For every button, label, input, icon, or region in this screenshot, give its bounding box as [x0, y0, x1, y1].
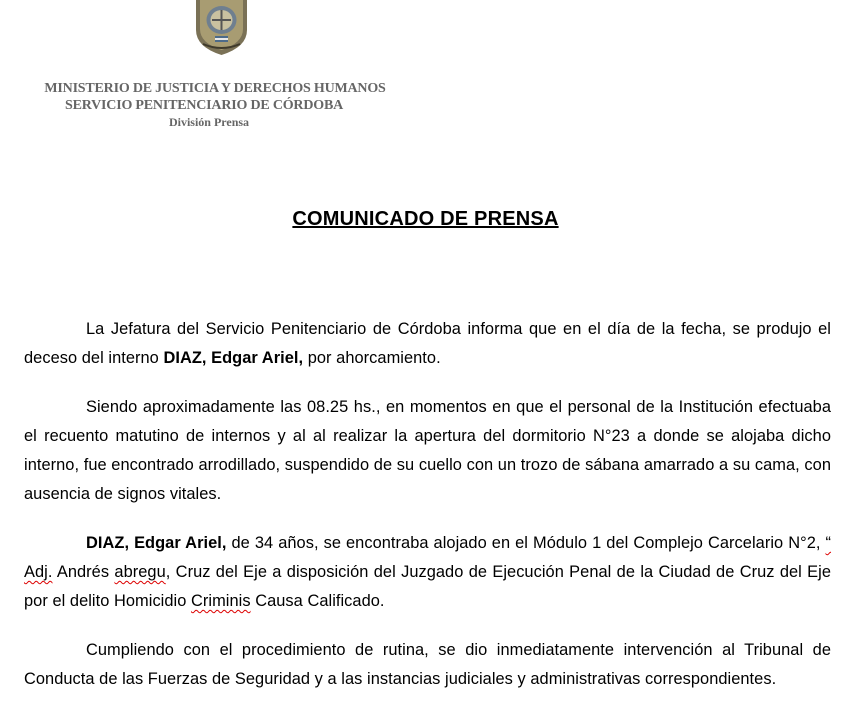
service-name: SERVICIO PENITENCIARIO DE CÓRDOBA [64, 98, 343, 113]
p1-text-a: La Jefatura del Servicio Penitenciario de Córdoba informa que en el día de la fecha, se produjo el deceso del interno [24, 320, 831, 367]
division-name: División Prensa [168, 115, 250, 129]
ministry-name: MINISTERIO DE JUSTICIA Y DERECHOS HUMANOS [44, 81, 386, 96]
p3-text-b: de 34 años, se encontraba alojado en el Módulo 1 del Complejo Carcelario N°2, [226, 534, 826, 552]
coat-of-arms-icon [193, 0, 250, 55]
letterhead [0, 80, 430, 131]
p3-text-d: Andrés [52, 563, 115, 581]
p3-inmate-name: DIAZ, Edgar Ariel, [86, 534, 227, 552]
paragraph-3 [24, 529, 831, 616]
document-title: COMUNICADO DE PRENSA [292, 208, 559, 230]
p3-text-h: Causa Calificado. [250, 592, 385, 610]
paragraph-2: Siendo aproximadamente las 08.25 hs., en momentos en que el personal de la Institución efectuaba el recuento matutino de internos y al al realizar la apertura del dormitorio N°23 a donde se alojaba dicho interno, fue encontrado arrodillado, suspendido de su cuello con un trozo de sábana amarrado a su cama, con ausencia de signos vitales. [24, 398, 831, 503]
p3-text-f: , Cruz del Eje a disposición del Juzgado de Ejecución Penal de la Ciudad de Cruz del Eje por el delito Homicidio [24, 563, 831, 610]
p3-spellcheck-criminis: Criminis [191, 592, 251, 610]
paragraph-4: Cumpliendo con el procedimiento de rutina, se dio inmediatamente intervención al Tribunal de Conducta de las Fuerzas de Seguridad y a las instancias judiciales y administrativas correspondientes. [24, 641, 831, 688]
p3-spellcheck-adj: “ Adj. [24, 534, 832, 581]
p3-spellcheck-abregu: abregu [114, 563, 166, 581]
p1-inmate-name: DIAZ, Edgar Ariel, [163, 349, 304, 367]
paragraph-1 [24, 315, 831, 373]
document-body [24, 315, 831, 694]
p1-text-c: por ahorcamiento. [303, 349, 441, 367]
